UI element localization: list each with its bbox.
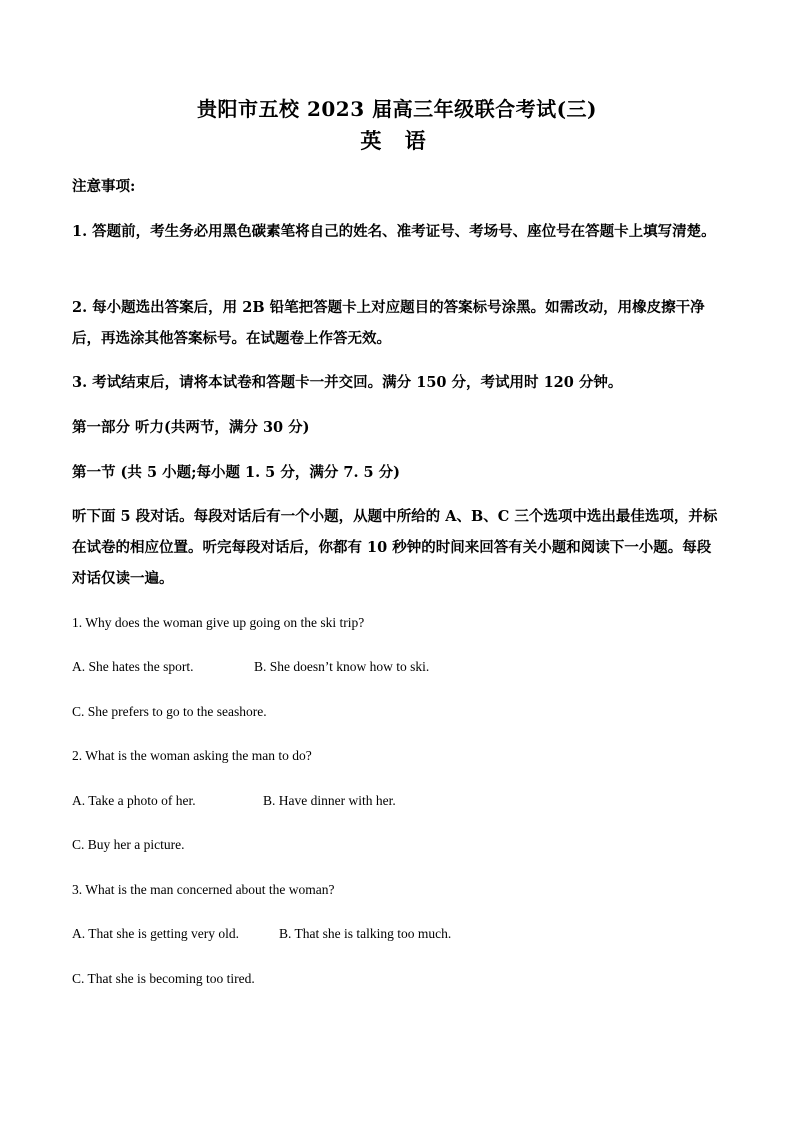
section-heading: 第一节 (共 5 小题;每小题 1. 5 分，满分 7. 5 分) [72,464,401,481]
part-heading: 第一部分 听力(共两节，满分 30 分) [72,419,310,436]
subject-title: 英 语 [360,128,434,153]
note-item-1: 1. 答题前，考生务必用黑色碳素笔将自己的姓名、准考证号、考场号、座位号在答题卡上填写清楚。 [72,223,716,240]
question-2-option-b: B. Have dinner with her. [263,793,396,808]
question-1-option-c: C. She prefers to go to the seashore. [72,704,267,719]
question-3-option-c: C. That she is becoming too tired. [72,971,255,986]
notes-heading: 注意事项: [72,178,136,195]
question-1-option-b: B. She doesn’t know how to ski. [254,659,430,674]
question-3-option-b: B. That she is talking too much. [279,926,452,941]
note-item-3: 3. 考试结束后，请将本试卷和答题卡一并交回。满分 150 分，考试用时 120 分钟。 [72,374,623,391]
note-item-2: 2. 每小题选出答案后，用 2B 铅笔把答题卡上对应题目的答案标号涂黑。如需改动，用橡皮擦干净后，再选涂其他答案标号。在试题卷上作答无效。 [72,299,705,347]
question-3-stem: 3. What is the man concerned about the woman? [72,882,335,897]
question-2-option-a: A. Take a photo of her. [72,793,196,808]
question-3-option-a: A. That she is getting very old. [72,926,239,941]
listening-instructions: 听下面 5 段对话。每段对话后有一个小题，从题中所给的 A、B、C 三个选项中选出最佳选项，并标在试卷的相应位置。听完每段对话后，你都有 10 秒钟的时间来回答有关小题和阅读下一小题。每段对话仅读一遍。 [72,508,718,587]
question-1-stem: 1. Why does the woman give up going on the ski trip? [72,615,365,630]
question-2-option-c: C. Buy her a picture. [72,837,185,852]
question-1-option-a: A. She hates the sport. [72,659,194,674]
exam-title: 贵阳市五校 2023 届高三年级联合考试(三) [196,97,597,121]
question-2-stem: 2. What is the woman asking the man to do? [72,748,312,763]
